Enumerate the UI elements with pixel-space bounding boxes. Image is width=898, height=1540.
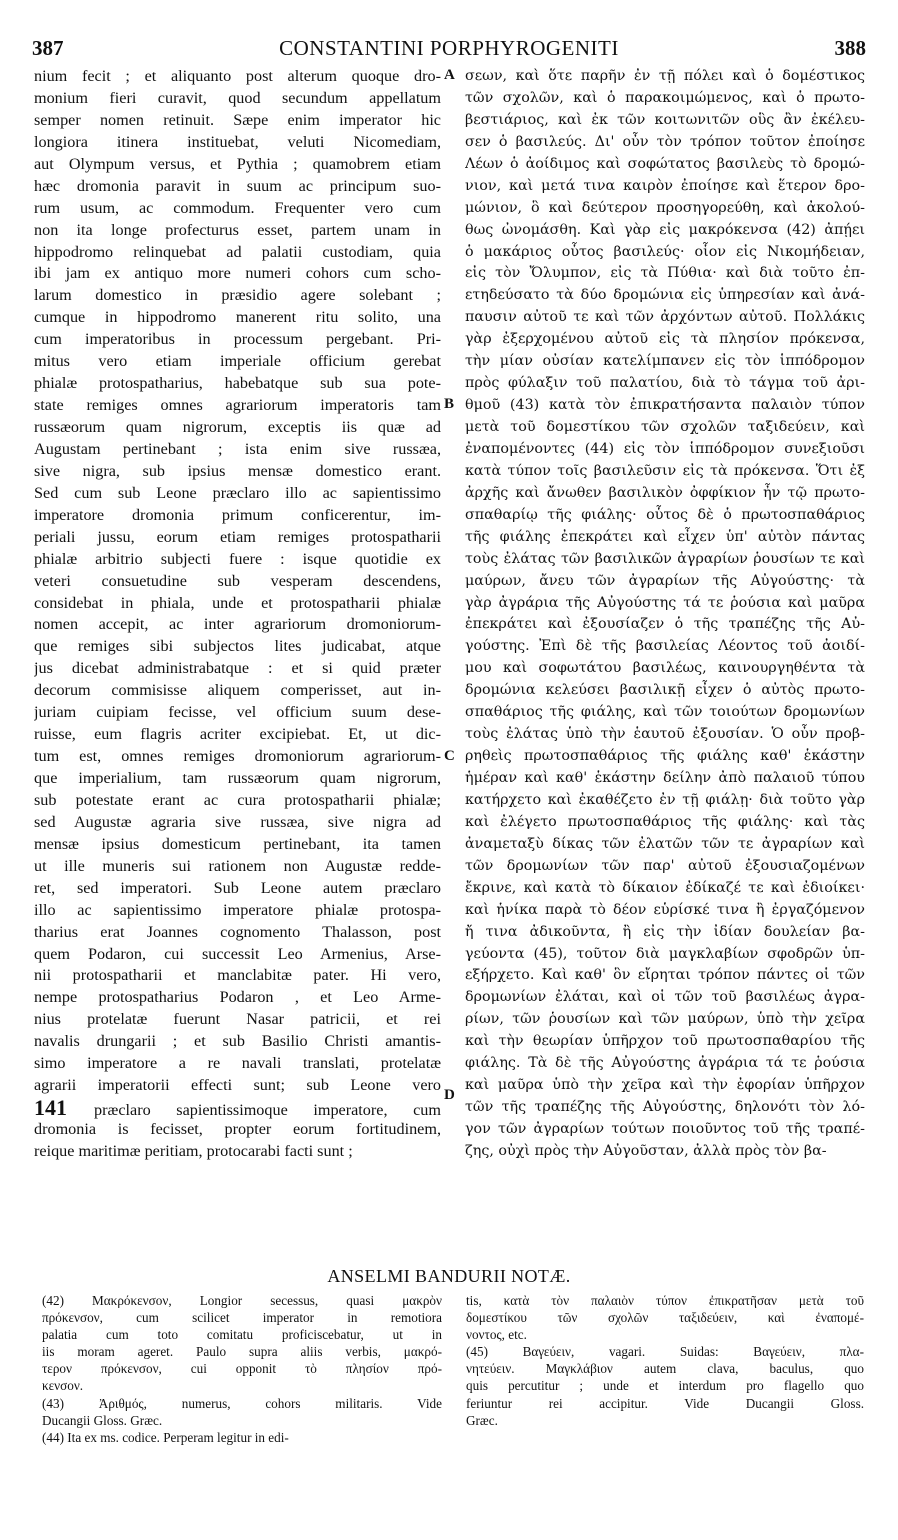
note-line: feriuntur rei accipitur. Vide Ducangii Gloss. [466, 1395, 864, 1411]
text-line: τὴν μίαν οὐσίαν κατελίμπανεν εἰς τὸν ἱππόδρομον [465, 353, 865, 370]
running-header [32, 36, 866, 62]
text-line: μώνιον, ὃ καὶ δεύτερον προσηγορεύθη, καὶ ἀκολού- [465, 199, 865, 216]
text-line: que imperialium, tam russæorum quam nigrorum, [34, 769, 441, 787]
text-line: τοὺς ἐλάτας ὑπὸ τὴν ἑαυτοῦ ἐξουσίαν. Ὁ οὖν προβ- [465, 726, 865, 743]
text-line: κατὰ τύπον τοῖς βασιλεῦσιν εἰς τὰ πρόκενσα. Ὅτι ἐξ [465, 462, 865, 479]
text-line: ἀρχῆς καὶ ἄνωθεν βασιλικὸν ὀφφίκιον ἦν τῷ πρωτο- [465, 484, 865, 501]
note-line: πρόκενσον, cum scilicet imperator in remotiora [42, 1310, 442, 1326]
text-line: jus dicebat administrabatque : et si quid præter [34, 659, 441, 678]
text-line: τῶν τῆς τραπέζης τῆς Αὐγούστης, δηλονότι τὸν λό- [465, 1099, 865, 1116]
text-line: γον τῶν ἀγραρίων τούτων ποιοῦντος τοῦ τῆς τραπέ- [465, 1121, 865, 1137]
note-line: νοντος, etc. [466, 1327, 527, 1343]
text-line: σεν ὁ βασιλεύς. Δι' οὖν τὸν τρόπον τοῦτον ἐποίησε [465, 133, 865, 150]
text-line: φιάλης. Τὰ δὲ τῆς Αὐγούστης ἀγράρια τά τε ῥούσια [465, 1055, 865, 1072]
text-line: ret, sed imperatori. Sub Leone autem præclaro [34, 878, 441, 897]
text-line: quem Podaron, cui successit Leo Armenius, Arse- [34, 944, 441, 963]
note-line: (43) Ἀριθμός, numerus, cohors militaris. Vide [42, 1395, 442, 1411]
text-line: νιον, καὶ μετά τινα καιρὸν ἐποίησε καὶ ἕτερον δρο- [465, 177, 865, 194]
text-line: sive nigra, sub ipsius mensæ domestico erant. [34, 461, 441, 480]
text-line: ibi jam ex antiquo more numeri cohors cum scho- [34, 264, 441, 283]
note-line: (42) Μακρόκενσον, Longior secessus, quasi μακρὸν [42, 1293, 442, 1308]
text-line: nii protospatharii et manclabitæ pater. Hi vero, [34, 966, 441, 985]
text-line: εἰς τὸν Ὄλυμπον, εἰς τὰ Πύθια· καὶ διὰ τοῦτο ἐπ- [465, 265, 865, 282]
latin-column [34, 66, 441, 1163]
text-line: Sed cum sub Leone præclaro illo ac sapientissimo [34, 483, 441, 502]
text-line: τοὺς ἐλάτας τῶν βασιλικῶν ἀγραρίων ῥουσίων τε καὶ [465, 550, 865, 567]
text-line: semper nomen retinuit. Sæpe enim imperator hic [34, 110, 441, 129]
text-line: russæorum quam nigrorum, exceptis iis quæ ad [34, 418, 441, 436]
greek-column [465, 66, 865, 1163]
text-line: periali jussu, eorum etiam remiges protospatharii [34, 527, 441, 546]
note-line: (45) Βαγεύειν, vagari. Suidas: Βαγεύειν, πλα- [466, 1344, 864, 1360]
note-line: τερον πρόκενσον, cui opponit τὸ πλησίον πρό- [42, 1361, 442, 1377]
text-line: illo ac sapientissimo imperatore phialæ protospa- [34, 900, 441, 919]
section-marker-a: A [444, 67, 455, 83]
text-line: juriam cuipiam fecisse, vel officium suum dese- [34, 703, 441, 722]
running-title: CONSTANTINI PORPHYROGENITI [279, 36, 619, 60]
text-line: ἐπεκράτει καὶ ἐξουσίαζεν ὁ τῆς τραπέζης τῆς Αὐ- [465, 616, 865, 633]
note-line: νητεύειν. Μαγκλάβιον autem clava, baculus, quo [466, 1361, 864, 1377]
text-line: dromonia is fecisset, propter eorum fortitudinem, [34, 1120, 441, 1138]
text-line: παυσιν αὐτοῦ τε καὶ τῶν ἀρχόντων αὐτοῦ. Πολλάκις [465, 309, 865, 326]
text-line: phialæ protospatharius, habebatque sub sua pote- [34, 374, 441, 393]
text-line: reique maritimæ peritiam, protocarabi facti sunt ; [34, 1141, 353, 1160]
section-marker-d: D [444, 1087, 455, 1103]
text-line: μου καὶ σοφωτάτου βασιλέως, καινουργηθέντα τὰ [465, 660, 865, 677]
notes-column-left [42, 1292, 442, 1446]
note-line: (44) Ita ex ms. codice. Perperam legitur in edi- [42, 1429, 289, 1445]
text-line: rum usum, ac commodum. Frequenter vero cum [34, 198, 441, 217]
text-line: agrarii imperatorii effecti sunt; sub Leone vero [34, 1076, 441, 1095]
text-line: μαύρων, ἄνευ τῶν ἀγραρίων τῆς Αὐγούστης· τὰ [465, 572, 865, 589]
text-line: larum domestico in præsidio agere solebant ; [34, 286, 441, 305]
notes-column-right [466, 1292, 864, 1429]
text-line: καὶ τὴν θεωρίαν ὑπῆρχον τοῦ πρωτοσπαθαρίου τῆς [465, 1033, 865, 1050]
text-line: tum est, omnes remiges dromoniorum agrariorum- [34, 747, 441, 766]
text-line: ρηθεὶς πρωτοσπαθάριος τῆς φιάλης καθ' ἑκάστην [465, 748, 865, 765]
text-line: nius protelatæ fuerunt Nasar patricii, et rei [34, 1010, 441, 1029]
text-line: καὶ μαῦρα ὑπὸ τὴν χεῖρα καὶ τὴν ἐφορίαν ὑπῆρχον [465, 1077, 865, 1094]
text-line: γεύοντα (45), τοῦτον διὰ μαγκλαβίων σφοδρῶν ὑπ- [465, 945, 865, 962]
note-line: tis, κατὰ τὸν παλαιὸν τύπον ἐπικρατῆσαν μετὰ τοῦ [466, 1293, 864, 1308]
text-line: longiora itinera instituebat, veluti Nicomediam, [34, 132, 441, 151]
text-line: phialæ arbitrio subjecti fuere : isque quotidie ex [34, 549, 441, 568]
text-line: simo imperatore a re navali translati, protelatæ [34, 1054, 441, 1073]
text-line: nium fecit ; et aliquanto post alterum quoque dro- [34, 67, 441, 85]
text-line: ἡμέραν καὶ καθ' ἑκάστην δείλην ἀπὸ παλαιοῦ τύπου [465, 770, 865, 786]
text-line: Λέων ὁ ἀοίδιμος καὶ σοφώτατος βασιλεὺς τὸ δρομώ- [465, 155, 865, 172]
text-line: ut ille muneris sui rationem non Augustæ redde- [34, 856, 441, 875]
text-line: τῶν σχολῶν, καὶ ὁ παρακοιμώμενος, καὶ ὁ πρωτο- [465, 89, 865, 106]
page-marker: 141 [34, 1097, 95, 1119]
text-line: ἔκρινε, καὶ κατὰ τὸ δίκαιον ἐδίκαζέ τε καὶ ἐδιοίκει· [465, 879, 865, 896]
text-line: σπαθαρίῳ τῆς φιάλης· οὗτος δὲ ὁ πρωτοσπαθάριος [465, 506, 865, 523]
text-line: imperatore dromonia primum conficerentur, im- [34, 505, 441, 524]
text-line: ἐναπομένοντες (44) εἰς τὸν ἱππόδρομον συνεξιοῦσι [465, 440, 865, 457]
text-line: cum imperatoribus in processum pergebant. Pri- [34, 330, 441, 349]
text-line: monium fieri curavit, quod secundum appellatum [34, 88, 441, 107]
text-line: πρὸς φύλαξιν τοῦ παλατίου, διὰ τὸ τάγμα τοῦ ἀρι- [465, 375, 865, 392]
text-line: ἀναμεταξὺ δίκας τῶν ἐλατῶν τῶν τε ἀγραρίων καὶ [465, 835, 865, 852]
note-line: κενσον. [42, 1378, 84, 1394]
note-line: Græc. [466, 1412, 498, 1428]
text-line: τῆς φιάλης ἐπεκράτει καὶ εἶχεν ὑπ' αὐτὸν πάντας [465, 528, 865, 545]
text-line: sed Augustæ agraria sive russæa, sive nigra ad [34, 812, 441, 831]
text-line: non ita longe profecturus esset, partem unam in [34, 220, 441, 239]
text-line: σπαθάριος τῆς φιάλης, καὶ τῶν τοιούτων δρομωνίων [465, 704, 865, 721]
text-line: τῶν δρομωνίων τῶν παρ' αὐτοῦ ἐξουσιαζομένων [465, 857, 865, 874]
text-line: mitus vero etiam imperiale officium gerebat [34, 352, 441, 371]
section-marker-b: B [444, 396, 455, 412]
text-line: hæc dromonia paravit in suum ac principum suo- [34, 176, 441, 195]
text-line: ζης, οὐχὶ πρὸς τὴν Αὐγοῦσταν, ἀλλὰ πρὸς τὸν βα- [465, 1142, 827, 1159]
text-line: δρομωνίων ἐλάται, καὶ οἱ τῶν τοῦ βασιλέως ἀγρα- [465, 989, 865, 1006]
text-line: hippodromo relinquebat ad palatii custodiam, quia [34, 242, 441, 261]
text-line: ἤ τινα ἀδικοῦντα, ἢ εἰς τὴν ἰδίαν δουλείαν βα- [465, 923, 865, 940]
note-line: δομεστίκου τῶν σχολῶν ταξιδεύειν, καὶ ἐναπομέ- [466, 1310, 864, 1326]
text-line: ruisse, eum flagris acriter excipiebat. Et, ut dic- [34, 725, 441, 744]
text-line: θως ὠνομάσθη. Καὶ γὰρ εἰς μακρόκενσα (42) ἀπῄει [465, 221, 865, 238]
note-line: palatia cum toto comitatu proficiscebatur, ut in [42, 1327, 442, 1343]
text-line: καὶ ἐλέγετο πρωτοσπαθάριος τῆς φιάλης· καὶ τὰς [465, 813, 865, 830]
text-line: state remiges omnes agrariorum imperatoris tam [34, 396, 441, 415]
text-line: navalis drungarii ; et sub Basilio Christi amantis- [34, 1032, 441, 1051]
text-line: nempe protospatharius Podaron , et Leo Arme- [34, 988, 441, 1007]
text-line: κατήρχετο καὶ ἐκαθέζετο ἐν τῇ φιάλῃ· διὰ τοῦτο γὰρ [465, 791, 865, 808]
text-line: θμοῦ (43) κατὰ τὸν ἐπικρατήσαντα παλαιὸν τύπον [465, 397, 865, 414]
text-line: δρομώνια κελεύσει βασιλικῇ εἶχεν ὁ αὐτὸς πρωτο- [465, 682, 865, 699]
text-line: καὶ ἡνίκα παρὰ τὸ δέον εὑρίσκέ τινα ἢ ἐργαζόμενον [465, 901, 865, 918]
text-line: ετηδεύσατο τὰ δύο δρομώνια εἰς ὑπηρεσίαν καὶ ἀνά- [465, 287, 865, 304]
text-line: ρίων, τῶν ῥουσίων καὶ τῶν μαύρων, ὑπὸ τὴν χεῖρα [465, 1011, 865, 1028]
text-line: veteri consuetudine sub vesperam descendens, [34, 571, 441, 590]
text-line: μετὰ τοῦ δομεστίκου τῶν σχολῶν ταξιδεύειν, καὶ [465, 419, 865, 435]
text-line: sub potestate erant ac cura protospatharii phialæ; [34, 790, 441, 809]
text-line: γὰρ ἀγράρια τῆς Αὐγούστης τά τε ῥούσια καὶ μαῦρα [465, 594, 865, 611]
text-line: 141 præclaro sapientissimoque imperatore, cum [34, 1097, 441, 1119]
page-number-right: 388 [834, 36, 866, 60]
section-marker-c: C [444, 748, 455, 764]
text-line: nomen accepit, ac inter agrariorum dromoniorum- [34, 615, 441, 634]
text-line: aut Olympum versus, et Pythia ; quamobrem etiam [34, 154, 441, 173]
note-line: Ducangii Gloss. Græc. [42, 1412, 163, 1428]
text-line: βεστιάριος, καὶ ἐκ τῶν κοιτωνιτῶν οὓς ἂν ἐκέλευ- [465, 111, 865, 128]
text-line: σεων, καὶ ὅτε παρῆν ἐν τῇ πόλει καὶ ὁ δομέστικος [465, 68, 865, 84]
note-line: quis percutitur ; unde et interdum pro flagello quo [466, 1378, 864, 1394]
page-number-left: 387 [32, 36, 64, 60]
note-line: iis moram ageret. Paulo supra aliis verbis, μακρό- [42, 1344, 442, 1360]
text-line: εξήρχετο. Καὶ καθ' ὃν εἴρηται τρόπον πάντες οἱ τῶν [465, 967, 865, 984]
text-line: γούστης. Ἐπὶ δὲ τῆς βασιλείας Λέοντος τοῦ ἀοιδί- [465, 638, 865, 655]
text-line: tharius erat Joannes cognomento Thalasson, post [34, 922, 441, 941]
text-line: ὁ μακάριος οὗτος βασιλεύς· οἷον εἰς Νικομήδειαν, [465, 243, 865, 260]
text-line: que remiges sibi subjectos lites judicabat, atque [34, 637, 441, 656]
text-line: γὰρ ἐξερχομένου αὐτοῦ εἰς τὰ πλησίον πρόκενσα, [465, 331, 865, 348]
text-line: mensæ ipsius domesticum pertinebant, ita tamen [34, 834, 441, 853]
text-line: considebat in phiala, unde et protospatharii phialæ [34, 593, 441, 612]
text-line: Augustam pertinebant ; ista enim sive russæa, [34, 439, 441, 458]
text-line: decorum commisisse aliquem comperisset, aut in- [34, 681, 441, 700]
text-line: cumque in hippodromo manerent ritu solito, una [34, 308, 441, 327]
notes-title: ANSELMI BANDURII NOTÆ. [327, 1266, 571, 1286]
